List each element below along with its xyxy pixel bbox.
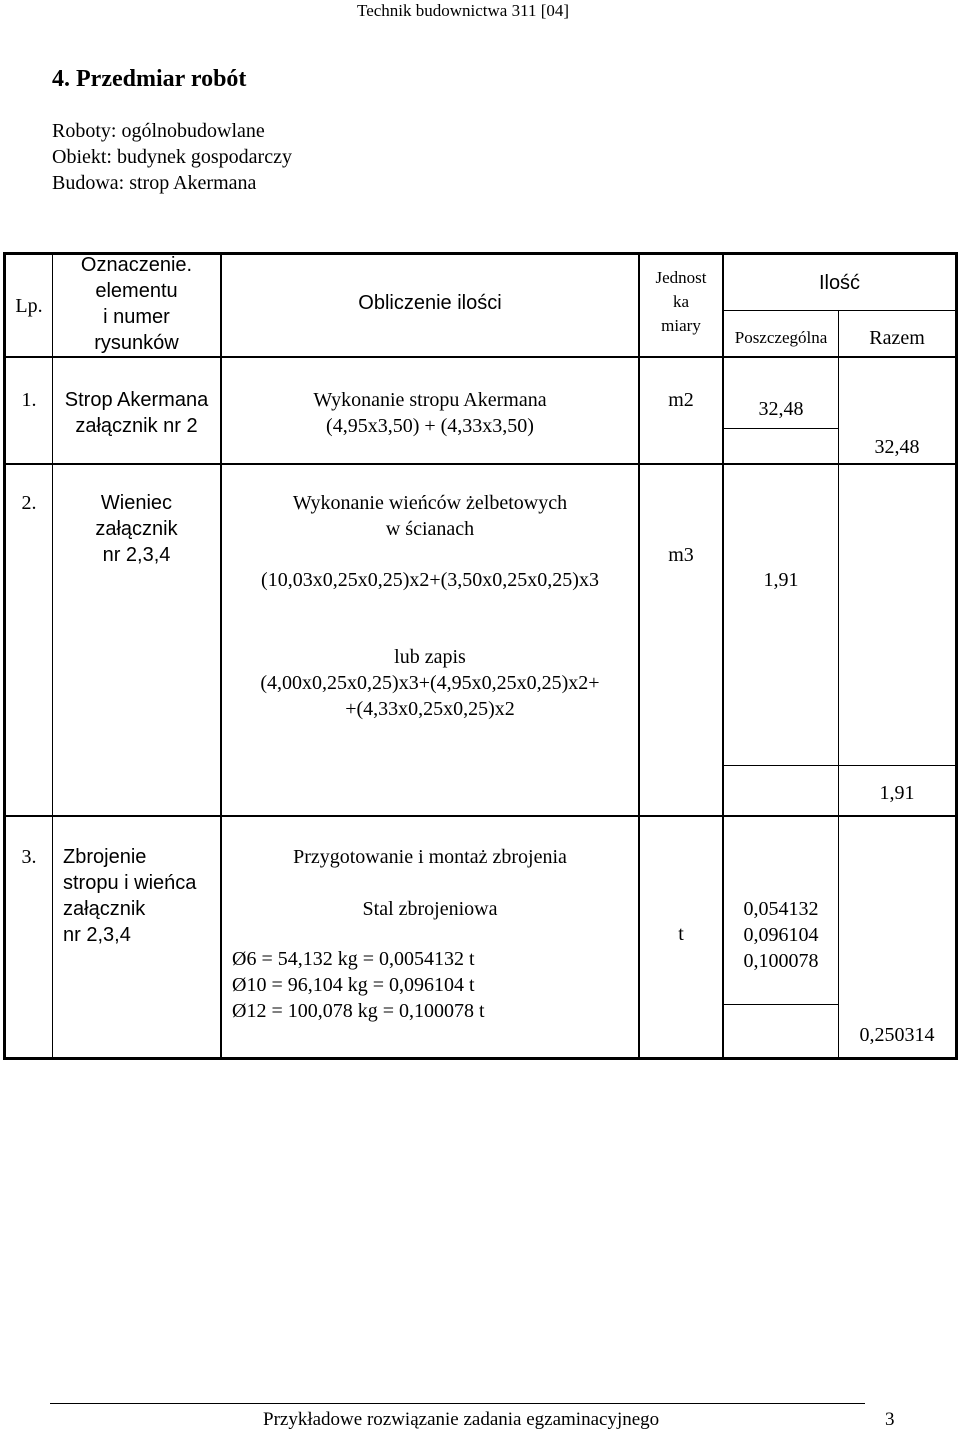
row-element-line: stropu i wieńca: [63, 872, 197, 894]
row-lp: 1.: [21, 389, 37, 411]
row-partial: 32,48: [758, 398, 804, 420]
row-calculation: [222, 387, 638, 439]
row-element-line: nr 2,3,4: [63, 924, 131, 946]
table-border-right: [955, 252, 958, 1060]
column-separator: [52, 252, 53, 1060]
row-calculation-alternative: [222, 644, 638, 722]
section-title: 4. Przedmiar robót: [52, 66, 247, 92]
row-lp: 2.: [21, 492, 37, 514]
row-partial-line: 0,054132: [743, 898, 819, 920]
info-roboty: Roboty: ogólnobudowlane: [52, 120, 265, 142]
row-calculation-line: w ścianach: [385, 518, 475, 540]
row-element: [63, 844, 220, 948]
row-element: [53, 387, 220, 439]
row-total: 32,48: [874, 436, 920, 458]
row-unit: t: [678, 923, 684, 945]
row-unit: m2: [668, 389, 694, 411]
column-separator: [838, 310, 839, 1060]
row-calculation-bars: [232, 946, 632, 1024]
row-element-line: załącznik: [95, 518, 178, 540]
row-calculation-line: (4,95x3,50) + (4,33x3,50): [326, 415, 534, 437]
header-partial: Poszczególna: [734, 328, 828, 347]
header-quantity: Ilość: [818, 272, 861, 294]
header-unit-line: miary: [661, 316, 701, 335]
partial-subdivider: [723, 428, 838, 429]
partial-subdivider: [723, 1004, 838, 1005]
info-obiekt: Obiekt: budynek gospodarczy: [52, 146, 292, 168]
row-calculation-line: +(4,33x0,25x0,25)x2: [345, 698, 515, 720]
row-element-line: Wieniec: [100, 492, 173, 514]
header-element-line: rysunków: [94, 332, 179, 354]
row-partial: 1,91: [763, 569, 799, 591]
row-unit: m3: [668, 544, 694, 566]
header-element: [53, 252, 220, 356]
row-calculation-line: Wykonanie stropu Akermana: [313, 389, 547, 411]
footer-text: Przykładowe rozwiązanie zadania egzaminacyjnego: [263, 1409, 660, 1430]
row-calculation-line: lub zapis: [394, 646, 466, 668]
header-total: Razem: [869, 327, 925, 349]
row-total: 0,250314: [859, 1024, 935, 1046]
row-calculation-formula: (10,03x0,25x0,25)x2+(3,50x0,25x0,25)x3: [261, 569, 599, 591]
row-calculation-line: Ø12 = 100,078 kg = 0,100078 t: [232, 1000, 485, 1022]
header-calculation: Obliczenie ilości: [358, 292, 502, 314]
row-calculation-line: Ø10 = 96,104 kg = 0,096104 t: [232, 974, 475, 996]
header-unit: [640, 266, 722, 338]
row-separator: [3, 815, 957, 817]
row-partial-line: 0,096104: [743, 924, 819, 946]
row-calculation-line: Wykonanie wieńców żelbetowych: [292, 492, 568, 514]
header-unit-line: Jednost: [655, 268, 707, 287]
footer-rule: [50, 1403, 865, 1404]
row-element-line: nr 2,3,4: [102, 544, 171, 566]
header-separator: [3, 356, 957, 358]
table-border-bottom: [3, 1057, 957, 1060]
row-element-line: Zbrojenie: [63, 846, 147, 868]
row-calculation-heading: [222, 490, 638, 542]
header-unit-line: ka: [672, 292, 690, 311]
row-partial-line: 0,100078: [743, 950, 819, 972]
page-number: 3: [885, 1409, 895, 1430]
row-element-line: załącznik: [63, 898, 146, 920]
header-subdivider: [723, 310, 956, 311]
header-element-line: Oznaczenie.: [80, 254, 193, 276]
partial-subdivider: [723, 765, 956, 766]
running-header: Technik budownictwa 311 [04]: [357, 1, 570, 20]
info-budowa: Budowa: strop Akermana: [52, 172, 257, 194]
row-calculation-line: Ø6 = 54,132 kg = 0,0054132 t: [232, 948, 475, 970]
row-partial: [724, 896, 838, 974]
row-separator: [3, 463, 957, 465]
header-element-line: i numer: [103, 306, 170, 328]
header-element-line: elementu: [95, 280, 178, 302]
row-calculation-heading: Przygotowanie i montaż zbrojenia: [293, 846, 567, 868]
table-border-left: [3, 252, 6, 1060]
row-lp: 3.: [21, 846, 37, 868]
row-calculation-line: (4,00x0,25x0,25)x3+(4,95x0,25x0,25)x2+: [260, 672, 600, 694]
row-element-line: Strop Akermana: [64, 389, 209, 411]
row-calculation-material: Stal zbrojeniowa: [362, 898, 498, 920]
row-element: [53, 490, 220, 568]
header-lp: Lp.: [15, 295, 43, 317]
row-element-line: załącznik nr 2: [75, 415, 198, 437]
row-total: 1,91: [879, 782, 915, 804]
